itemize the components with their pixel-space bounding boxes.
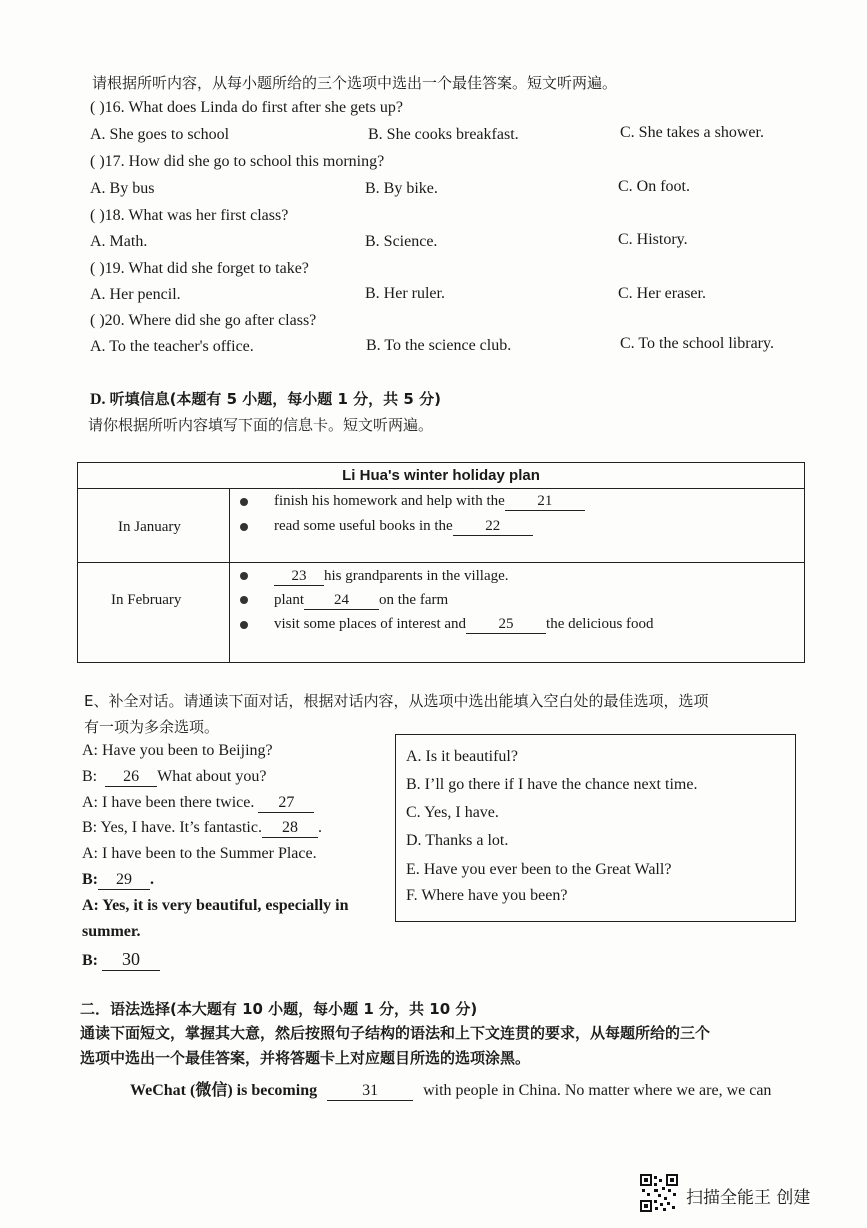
question-16-stem: ( )16. What does Linda do first after she gets up? (90, 99, 403, 116)
dialogue-line-6: B: 29 . (82, 871, 154, 888)
option-d: D. Thanks a lot. (406, 832, 509, 849)
dialogue-line-8: B: 30 (82, 949, 160, 971)
bullet-dot (240, 572, 248, 580)
question-16-option-a: A. She goes to school (90, 126, 230, 143)
bullet-dot (240, 523, 248, 531)
question-16-option-c: C. She takes a shower. (620, 124, 764, 141)
options-box (395, 734, 796, 922)
option-c: C. Yes, I have. (406, 804, 499, 821)
question-17-option-b: B. By bike. (365, 180, 438, 197)
question-19-option-b: B. Her ruler. (365, 285, 445, 302)
plan-jan-item-1: finish his homework and help with the 21 (274, 493, 585, 511)
qr-code-icon (640, 1174, 678, 1212)
question-16-option-b: B. She cooks breakfast. (368, 126, 519, 143)
question-20-option-b: B. To the science club. (366, 337, 512, 354)
grammar-passage-line: WeChat (微信) is becoming 31 with people in China. No matter where we are, we can (130, 1082, 772, 1099)
question-18-option-b: B. Science. (365, 233, 438, 250)
option-f: F. Where have you been? (406, 887, 568, 904)
plan-row-divider (78, 562, 804, 563)
blank-26: 26 (105, 768, 157, 787)
grammar-heading: 二．语法选择(本大题有 10 小题，每小题 1 分，共 10 分) (80, 1000, 478, 1018)
question-17-option-c: C. On foot. (618, 178, 690, 195)
section-e-instruction-line-1: E、补全对话。请通读下面对话，根据对话内容，从选项中选出能填入空白处的最佳选项，选项 (84, 692, 709, 710)
section-d-title: 听填信息(本题有 5 小题，每小题 1 分，共 5 分) (109, 390, 441, 408)
question-17-option-a: A. By bus (90, 180, 155, 197)
blank-27: 27 (258, 794, 314, 813)
plan-label-january: In January (118, 519, 181, 535)
question-19-stem: ( )19. What did she forget to take? (90, 260, 309, 277)
bullet-dot (240, 498, 248, 506)
winter-plan-table (77, 462, 805, 663)
option-b: B. I’ll go there if I have the chance next time. (406, 776, 698, 793)
dialogue-line-7: A: Yes, it is very beautiful, especially in (82, 897, 349, 914)
scanner-watermark: 扫描全能王 创建 (686, 1188, 811, 1208)
bullet-dot (240, 621, 248, 629)
option-a: A. Is it beautiful? (406, 748, 518, 765)
blank-29: 29 (98, 871, 150, 890)
plan-label-february: In February (111, 592, 182, 608)
section-d-heading (90, 388, 441, 409)
question-20-stem: ( )20. Where did she go after class? (90, 312, 317, 329)
bullet-dot (240, 596, 248, 604)
question-18-option-c: C. History. (618, 231, 688, 248)
plan-column-divider (229, 488, 230, 662)
plan-jan-item-2: read some useful books in the 22 (274, 518, 533, 536)
section-instruction: 请根据所听内容，从每小题所给的三个选项中选出一个最佳答案。短文听两遍。 (92, 74, 618, 92)
blank-21: 21 (505, 493, 585, 511)
question-19-option-a: A. Her pencil. (90, 286, 181, 303)
dialogue-line-5: A: I have been to the Summer Place. (82, 845, 317, 862)
question-18-option-a: A. Math. (90, 233, 148, 250)
blank-30: 30 (102, 949, 160, 971)
grammar-instruction-line-2: 选项中选出一个最佳答案，并将答题卡上对应题目所选的选项涂黑。 (80, 1049, 531, 1067)
dialogue-line-3: A: I have been there twice. 27 (82, 794, 314, 813)
grammar-instruction-line-1: 通读下面短文，掌握其大意，然后按照句子结构的语法和上下文连贯的要求，从每题所给的三个 (80, 1024, 711, 1042)
question-17-stem: ( )17. How did she go to school this morning? (90, 153, 385, 170)
plan-title: Li Hua's winter holiday plan (78, 463, 804, 489)
option-e: E. Have you ever been to the Great Wall? (406, 861, 672, 878)
plan-feb-item-1: 23 his grandparents in the village. (274, 568, 509, 586)
dialogue-line-1: A: Have you been to Beijing? (82, 742, 273, 759)
blank-24: 24 (304, 592, 379, 610)
blank-25: 25 (466, 616, 546, 634)
question-20-option-c: C. To the school library. (620, 335, 774, 352)
question-18-stem: ( )18. What was her first class? (90, 207, 289, 224)
blank-23: 23 (274, 568, 324, 586)
section-d-letter: D. (90, 391, 106, 408)
section-d-instruction: 请你根据所听内容填写下面的信息卡。短文听两遍。 (88, 416, 434, 434)
question-20-option-a: A. To the teacher's office. (90, 338, 254, 355)
dialogue-line-7-continued: summer. (82, 923, 141, 940)
section-e-instruction-line-2: 有一项为多余选项。 (84, 718, 220, 736)
question-19-option-c: C. Her eraser. (618, 285, 706, 302)
plan-feb-item-2: plant 24 on the farm (274, 592, 449, 608)
blank-22: 22 (453, 518, 533, 536)
dialogue-line-4: B: Yes, I have. It’s fantastic. 28 . (82, 819, 322, 836)
blank-31: 31 (327, 1082, 413, 1101)
dialogue-line-2: B: 26 What about you? (82, 768, 267, 785)
blank-28: 28 (262, 819, 318, 838)
plan-feb-item-3: visit some places of interest and 25 the delicious food (274, 616, 654, 632)
